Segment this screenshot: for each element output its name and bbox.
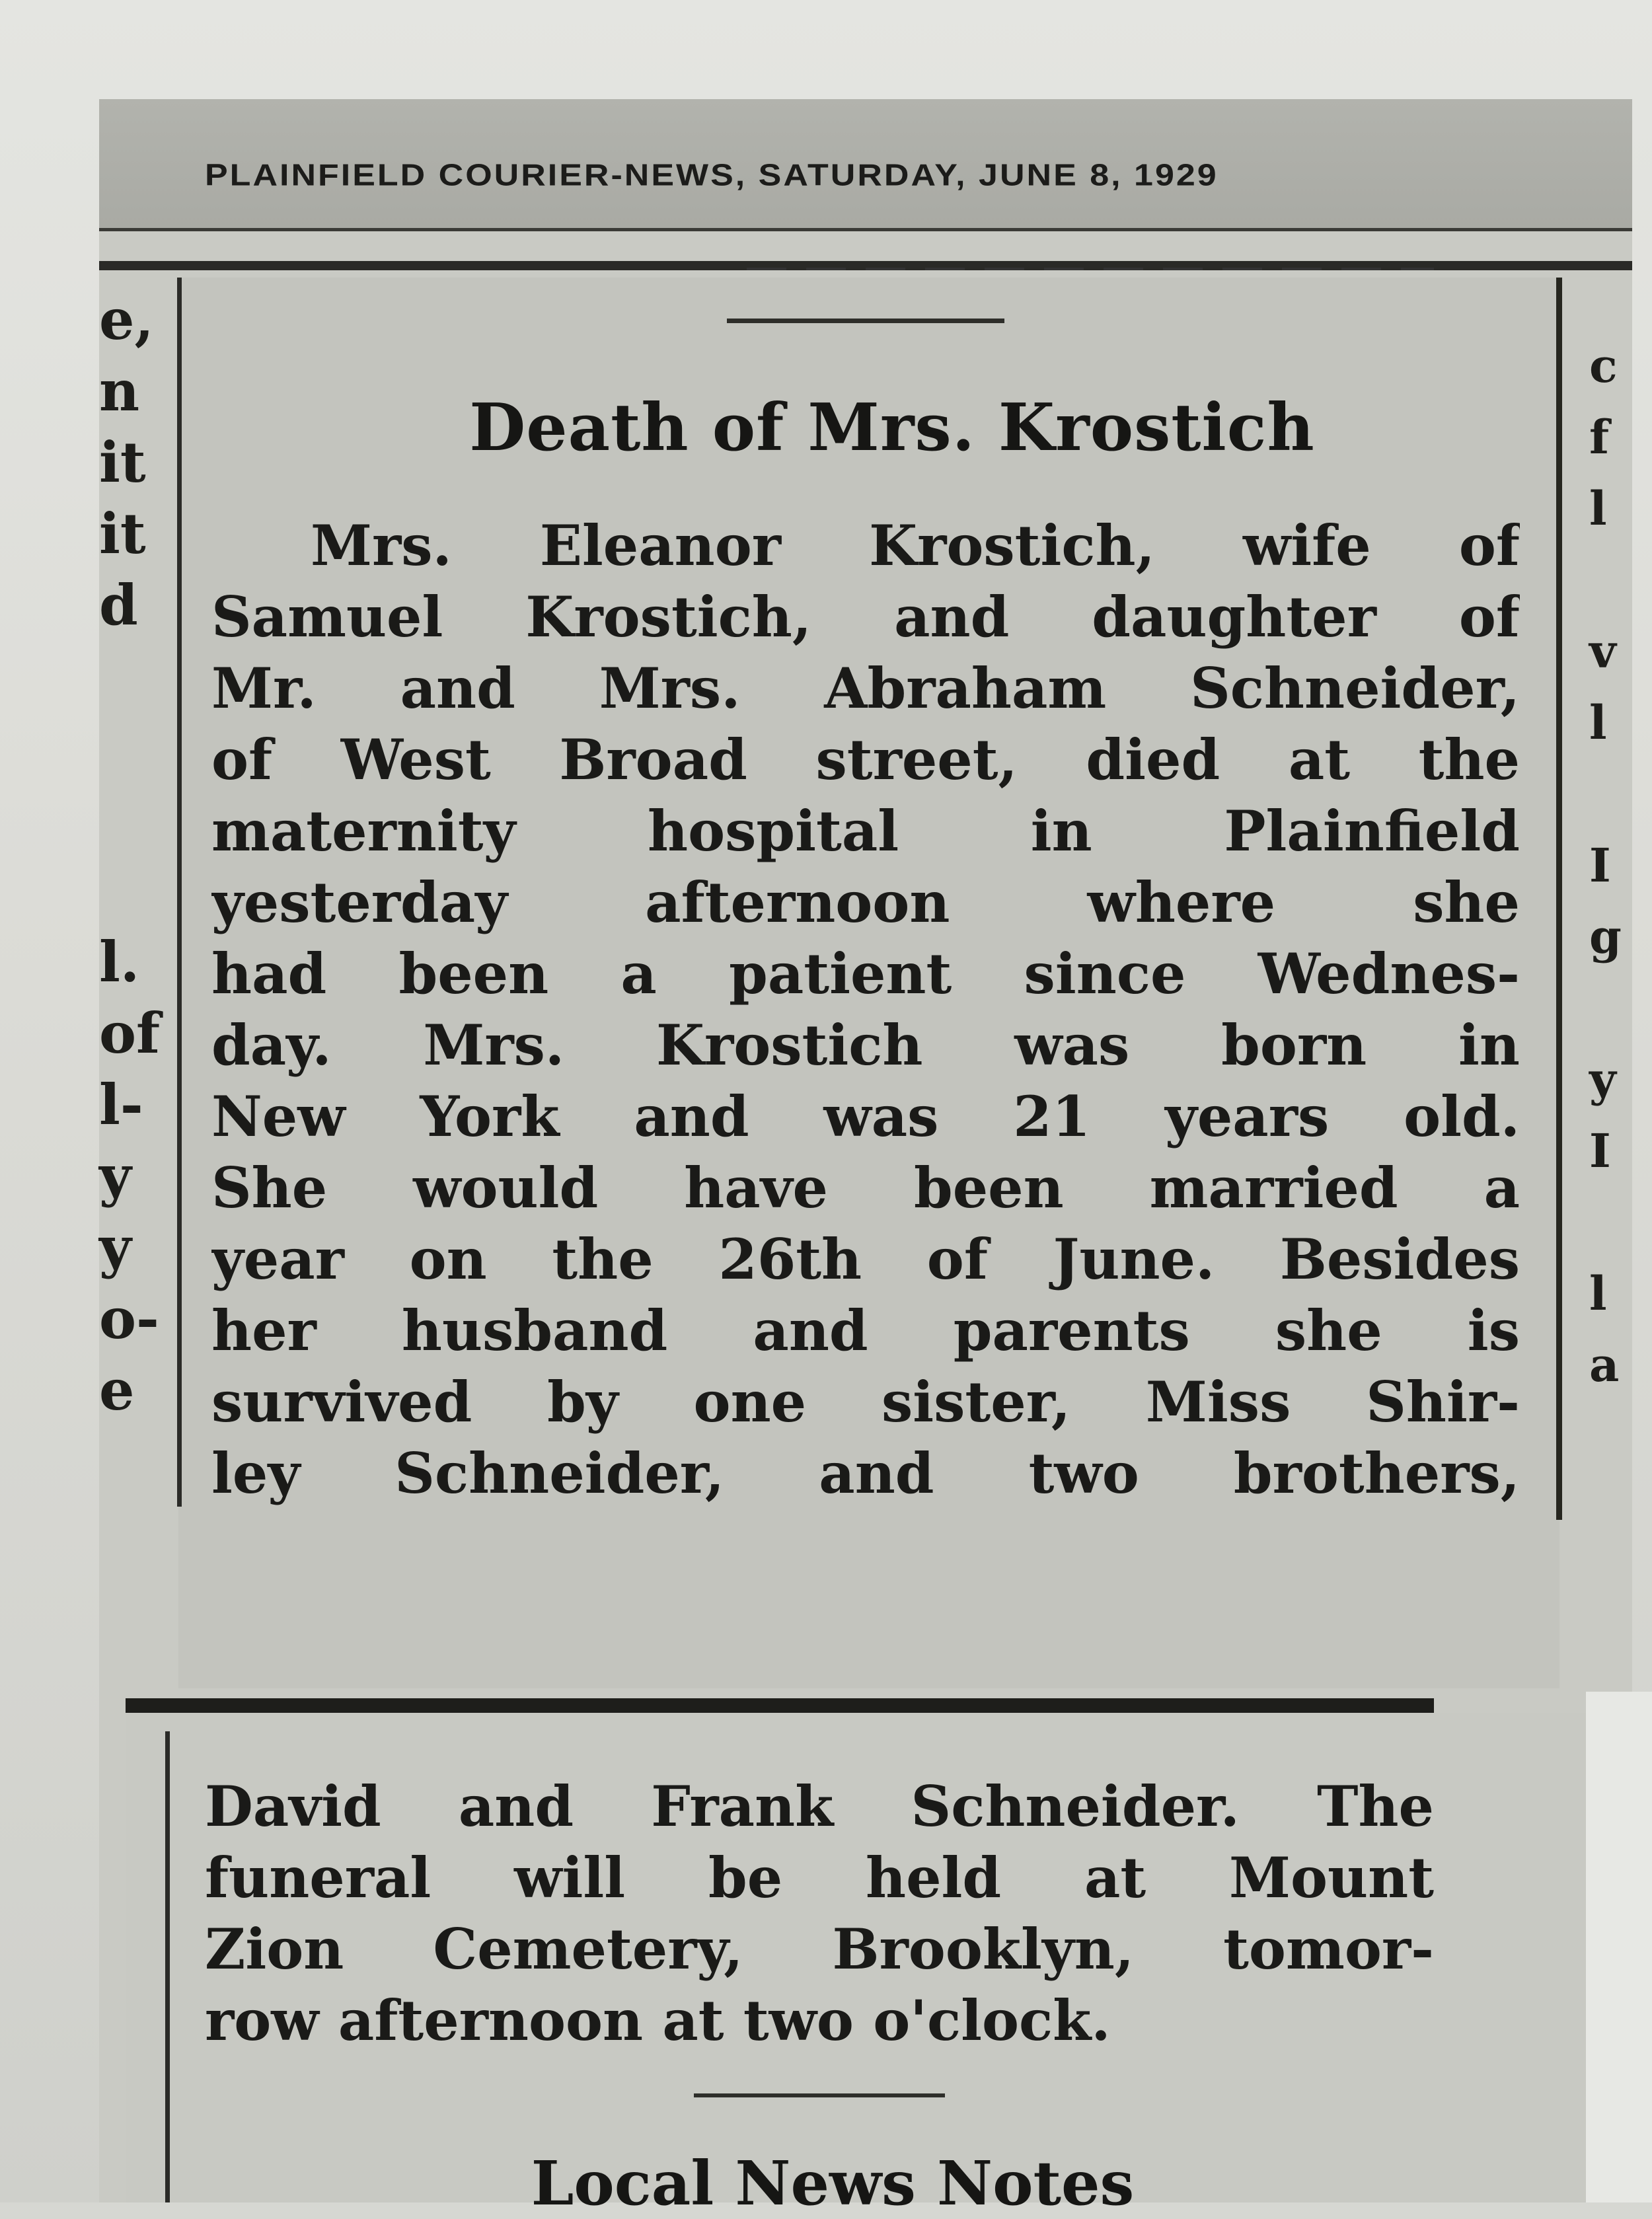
lower-column-rule [165,1731,170,2202]
article-body [211,510,1520,1509]
right-margin-fragments [1589,330,1622,1401]
section-rule [694,2093,945,2097]
margin-fragment: y [99,1215,131,1280]
margin-fragment: a [1589,1337,1620,1392]
article-line: Samuel Krostich, and daughter of [211,584,1520,650]
article-continuation [205,1771,1434,2056]
column-break-rule [126,1698,1434,1713]
article-line: Mrs. Eleanor Krostich, wife of [311,513,1520,578]
article-line: New York and was 21 years old. [211,1084,1520,1149]
margin-fragment: I [1589,1123,1611,1178]
article-line: survived by one sister, Miss Shir- [211,1369,1520,1435]
margin-fragment [1589,973,1622,1044]
margin-fragment: g [1589,909,1622,964]
article-headline: Death of Mrs. Krostich [469,390,1315,466]
margin-fragment: l [1589,1266,1607,1321]
margin-fragment: it [99,501,146,566]
margin-fragment: o- [99,1286,159,1351]
margin-fragment: y [99,1143,131,1209]
continuation-line: David and Frank Schneider. The [205,1774,1434,1839]
margin-fragment: f [1589,410,1610,465]
left-margin-fragments [99,284,160,1426]
article-line: yesterday afternoon where she [211,870,1520,935]
continuation-line: funeral will be held at Mount [205,1845,1434,1910]
margin-fragment [99,855,160,926]
margin-fragment [1589,759,1622,830]
adjacent-page-edge [1586,1692,1652,2202]
margin-fragment: l [1589,481,1607,536]
next-article-headline: Local News Notes [531,2148,1135,2219]
margin-fragment: d [99,572,138,638]
article-line: ley Schneider, and two brothers, [211,1441,1520,1506]
headline-top-rule [727,319,1004,323]
article-line: day. Mrs. Krostich was born in [211,1012,1520,1078]
margin-fragment [1589,545,1622,616]
article-line: had been a patient since Wednes- [211,941,1520,1006]
margin-fragment: l. [99,929,140,995]
margin-fragment: y [1589,1052,1616,1107]
article-line: She would have been married a [211,1155,1520,1221]
margin-fragment [1589,1187,1622,1258]
margin-fragment [99,641,160,712]
margin-fragment: e, [99,287,154,352]
margin-fragment: it [99,430,146,495]
continuation-line: row afternoon at two o'clock. [205,1988,1111,2053]
column-rule-right [1556,278,1562,1520]
margin-fragment [99,784,160,855]
article-line: her husband and parents she is [211,1298,1520,1363]
margin-fragment: n [99,358,140,424]
margin-fragment: c [1589,338,1618,393]
masthead-dateline: PLAINFIELD COURIER-NEWS, SATURDAY, JUNE 8, 1929 [205,157,1219,193]
margin-fragment: v [1589,624,1616,679]
margin-fragment: e [99,1357,135,1423]
margin-fragment: l- [99,1072,143,1137]
article-line: maternity hospital in Plainfield [211,798,1520,864]
margin-fragment [99,712,160,784]
column-rule-left [177,278,182,1507]
margin-fragment: I [1589,838,1611,893]
article-line: Mr. and Mrs. Abraham Schneider, [211,656,1520,721]
article-line: of West Broad street, died at the [211,727,1520,792]
margin-fragment: of [99,1000,161,1066]
article-line: year on the 26th of June. Besides [211,1226,1520,1292]
dashed-rule [747,268,1434,270]
continuation-line: Zion Cemetery, Brooklyn, tomor- [205,1916,1434,1982]
margin-fragment: l [1589,695,1607,750]
